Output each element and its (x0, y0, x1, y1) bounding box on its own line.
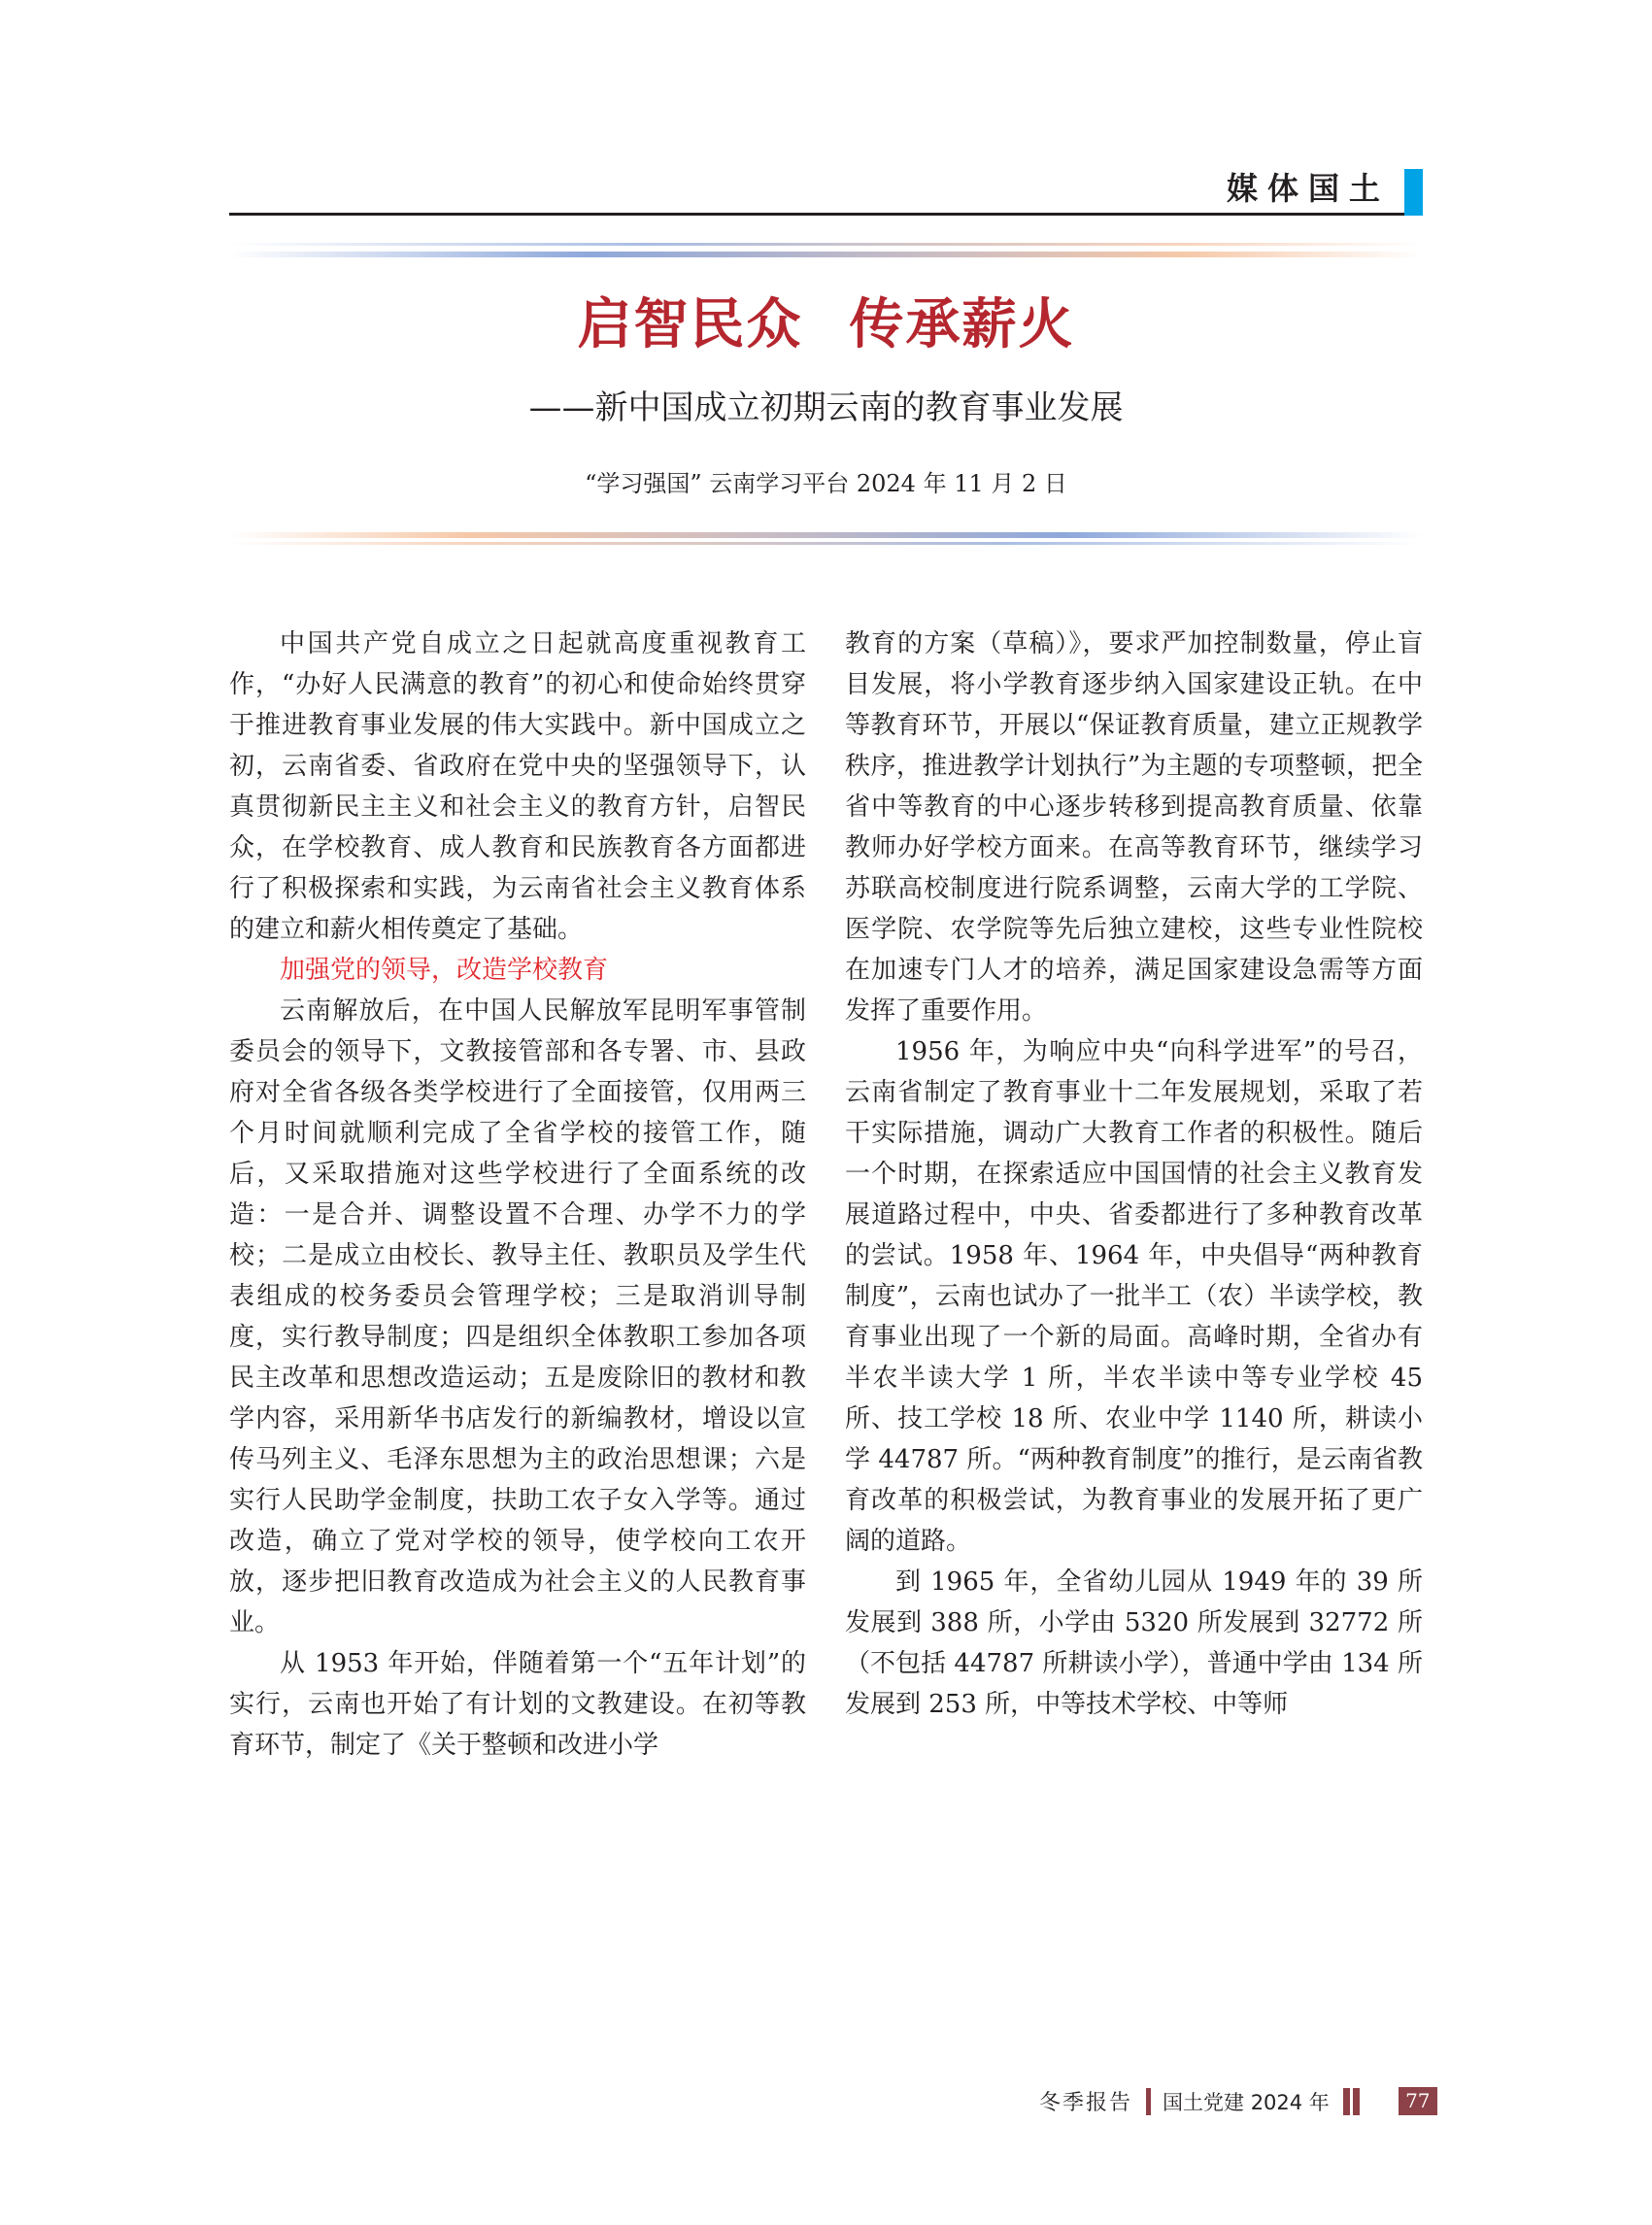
page-footer (1039, 2087, 1437, 2115)
article-subtitle: ——新中国成立初期云南的教育事业发展 (528, 388, 1124, 427)
body-paragraph: 到 1965 年，全省幼儿园从 1949 年的 39 所发展到 388 所，小学由 5320 所发展到 32772 所（不包括 44787 所耕读小学），普通中学由 134 所发展到 253 所，中等技术学校、中等师 (845, 1568, 1423, 1719)
body-paragraph: 从 1953 年开始，伴随着第一个“五年计划”的实行，云南也开始了有计划的文教建设。在初等教育环节，制定了《关于整顿和改进小学 (229, 1649, 806, 1760)
body-column-left (229, 624, 806, 1766)
footer-separator (1146, 2088, 1151, 2115)
header-rule (229, 213, 1404, 216)
body-paragraph: 1956 年，为响应中央“向科学进军”的号召，云南省制定了教育事业十二年发展规划，采取了若干实际措施，调动广大教育工作者的积极性。随后一个时期，在探索适应中国国情的社会主义教育发展道路过程中，中央、省委都进行了多种教育改革的尝试。1958 年、1964 年，中央倡导“两种教育制度”，云南也试办了一批半工（农）半读学校，教育事业出现了一个新的局面。高峰时期，全省办有半农半读大学 1 所，半农半读中等专业学校 45 所、技工学校 18 所、农业中学 1140 所，耕读小学 44787 所。“两种教育制度”的推行，是云南省教育改革的积极尝试，为教育事业的发展开拓了更广阔的道路。 (845, 1037, 1423, 1556)
body-paragraph: 中国共产党自成立之日起就高度重视教育工作，“办好人民满意的教育”的初心和使命始终贯穿于推进教育事业发展的伟大实践中。新中国成立之初，云南省委、省政府在党中央的坚强领导下，认真贯彻新民主主义和社会主义的教育方针，启智民众，在学校教育、成人教育和民族教育各方面都进行了积极探索和实践，为云南省社会主义教育体系的建立和薪火相传奠定了基础。 (229, 629, 806, 944)
page-number: 77 (1399, 2087, 1437, 2115)
footer-season: 冬季报告 (1039, 2091, 1133, 2115)
title-part-1: 启智民众 (577, 292, 803, 356)
article-byline: “学习强国” 云南学习平台 2024 年 11 月 2 日 (585, 470, 1067, 497)
footer-double-bar (1343, 2088, 1360, 2115)
body-column-right (845, 624, 1423, 1725)
section-label: 媒体国土 (1226, 170, 1390, 207)
decorative-gradient-rule (229, 243, 1423, 246)
decorative-gradient-rule (229, 542, 1423, 545)
decorative-gradient-rule (229, 252, 1423, 257)
body-paragraph: 云南解放后，在中国人民解放军昆明军事管制委员会的领导下，文教接管部和各专署、市、县政府对全省各级各类学校进行了全面接管，仅用两三个月时间就顺利完成了全省学校的接管工作，随后，又采取措施对这些学校进行了全面系统的改造：一是合并、调整设置不合理、办学不力的学校；二是成立由校长、教导主任、教职员及学生代表组成的校务委员会管理学校；三是取消训导制度，实行教导制度；四是组织全体教职工参加各项民主改革和思想改造运动；五是废除旧的教材和教学内容，采用新华书店发行的新编教材，增设以宣传马列主义、毛泽东思想为主的政治思想课；六是实行人民助学金制度，扶助工农子女入学等。通过改造，确立了党对学校的领导，使学校向工农开放，逐步把旧教育改造成为社会主义的人民教育事业。 (229, 996, 806, 1637)
title-part-2: 传承薪火 (849, 292, 1075, 356)
section-accent-bar (1404, 169, 1423, 216)
footer-journal: 国土党建 2024 年 (1163, 2090, 1330, 2114)
body-paragraph: 教育的方案（草稿）》，要求严加控制数量，停止盲目发展，将小学教育逐步纳入国家建设正轨。在中等教育环节，开展以“保证教育质量，建立正规教学秩序，推进教学计划执行”为主题的专项整顿，把全省中等教育的中心逐步转移到提高教育质量、依靠教师办好学校方面来。在高等教育环节，继续学习苏联高校制度进行院系调整，云南大学的工学院、医学院、农学院等先后独立建校，这些专业性院校在加速专门人才的培养，满足国家建设急需等方面发挥了重要作用。 (845, 629, 1423, 1026)
decorative-gradient-rule (229, 532, 1423, 538)
section-heading: 加强党的领导，改造学校教育 (280, 956, 609, 985)
article-title (0, 282, 1652, 359)
